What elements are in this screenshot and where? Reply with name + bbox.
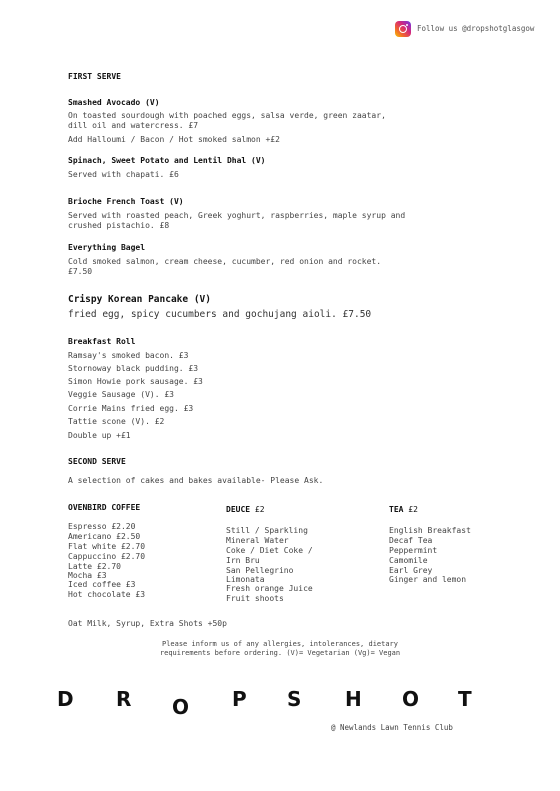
- coffee-item: Latte £2.70: [68, 562, 121, 571]
- logo-letter: O: [402, 687, 420, 711]
- first-serve-heading: FIRST SERVE: [68, 72, 121, 81]
- breakfast-roll-heading: Breakfast Roll: [68, 337, 136, 346]
- coffee-item: Espresso £2.20: [68, 522, 136, 531]
- deuce-item: Mineral Water: [226, 536, 289, 545]
- menu-item-name: Crispy Korean Pancake (V): [68, 294, 211, 305]
- menu-item-extra: Add Halloumi / Bacon / Hot smoked salmon +£2: [68, 135, 280, 144]
- breakfast-roll-line: Simon Howie pork sausage. £3: [68, 377, 203, 386]
- breakfast-roll-line: Veggie Sausage (V). £3: [68, 390, 174, 399]
- breakfast-roll-line: Double up +£1: [68, 431, 131, 440]
- logo-letter: R: [116, 687, 132, 711]
- menu-item-name: Everything Bagel: [68, 243, 146, 252]
- coffee-heading: OVENBIRD COFFEE: [68, 503, 141, 512]
- breakfast-roll-line: Stornoway black pudding. £3: [68, 364, 199, 373]
- second-serve-heading: SECOND SERVE: [68, 457, 126, 466]
- deuce-item: Still / Sparkling: [226, 526, 308, 535]
- tea-item: Camomile: [389, 556, 428, 565]
- menu-item-desc: Served with roasted peach, Greek yoghurt, raspberries, maple syrup and crushed pistachio. £8: [68, 211, 406, 230]
- menu-item-name: Brioche French Toast (V): [68, 197, 184, 206]
- menu-item-desc: Served with chapati. £6: [68, 170, 179, 179]
- deuce-item: San Pellegrino: [226, 566, 294, 575]
- coffee-item: Flat white £2.70: [68, 542, 146, 551]
- coffee-item: Cappuccino £2.70: [68, 552, 146, 561]
- tea-item: Ginger and lemon: [389, 575, 467, 584]
- deuce-item: Limonata: [226, 575, 265, 584]
- logo-letter: O: [172, 695, 190, 719]
- menu-item-name: Spinach, Sweet Potato and Lentil Dhal (V): [68, 156, 266, 165]
- logo-letter: H: [345, 687, 362, 711]
- menu-item-name: Smashed Avocado (V): [68, 98, 160, 107]
- deuce-item: Coke / Diet Coke /: [226, 546, 313, 555]
- allergy-note: Please inform us of any allergies, intolerances, dietary requirements before ordering. (V)= Vegetarian (Vg)= Vegan: [159, 640, 401, 657]
- logo-letter: S: [287, 687, 302, 711]
- menu-item-desc: On toasted sourdough with poached eggs, salsa verde, green zaatar, dill oil and watercress. £7: [68, 111, 386, 130]
- tea-item: English Breakfast: [389, 526, 471, 535]
- logo-letter: P: [232, 687, 247, 711]
- deuce-item: Fruit shoots: [226, 594, 284, 603]
- deuce-price: £2: [254, 505, 265, 514]
- coffee-item: Hot chocolate £3: [68, 590, 146, 599]
- tea-price: £2: [408, 505, 418, 514]
- deuce-item: Fresh orange Juice: [226, 584, 313, 593]
- tea-item: Peppermint: [389, 546, 438, 555]
- follow-us-text[interactable]: Follow us @dropshotglasgow: [417, 24, 535, 33]
- coffee-item: Mocha £3: [68, 571, 107, 580]
- coffee-item: Iced coffee £3: [68, 580, 136, 589]
- breakfast-roll-line: Corrie Mains fried egg. £3: [68, 404, 194, 413]
- menu-item-desc: Cold smoked salmon, cream cheese, cucumber, red onion and rocket. £7.50: [68, 257, 382, 276]
- breakfast-roll-line: Tattie scone (V). £2: [68, 417, 165, 426]
- drink-extras: Oat Milk, Syrup, Extra Shots +50p: [68, 619, 227, 628]
- venue-text: @ Newlands Lawn Tennis Club: [331, 723, 453, 732]
- logo-letter: D: [57, 687, 74, 711]
- tea-item: Decaf Tea: [389, 536, 433, 545]
- deuce-item: Irn Bru: [226, 556, 260, 565]
- second-serve-text: A selection of cakes and bakes available- Please Ask.: [68, 476, 324, 485]
- deuce-heading: DEUCE £2: [226, 505, 265, 514]
- menu-item-desc: fried egg, spicy cucumbers and gochujang aioli. £7.50: [68, 309, 372, 320]
- logo-letter: T: [458, 687, 472, 711]
- instagram-icon[interactable]: [395, 21, 411, 37]
- tea-item: Earl Grey: [389, 566, 433, 575]
- breakfast-roll-line: Ramsay's smoked bacon. £3: [68, 351, 189, 360]
- tea-heading: TEA £2: [389, 505, 418, 514]
- coffee-item: Americano £2.50: [68, 532, 141, 541]
